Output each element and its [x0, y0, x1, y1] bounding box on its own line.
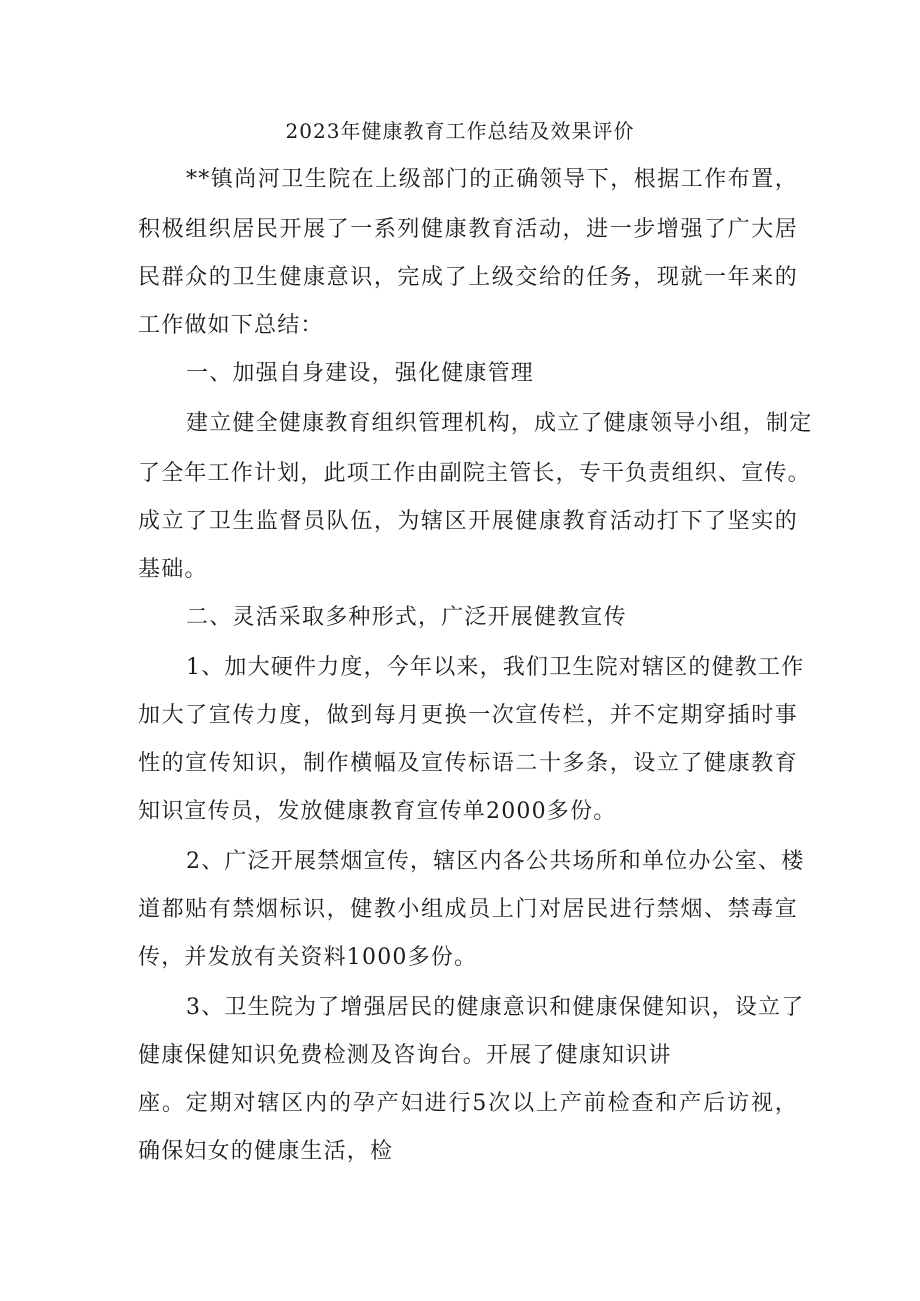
paragraph-line: 了全年工作计划，此项工作由副院主管长，专干负责组织、宣传。	[138, 461, 811, 486]
paragraph-line: 加大了宣传力度，做到每月更换一次宣传栏，并不定期穿插时事	[138, 703, 798, 728]
paragraph-line: 传，并发放有关资料1000多份。	[138, 945, 478, 970]
paragraph-line: 性的宣传知识，制作横幅及宣传标语二十多条，设立了健康教育	[138, 751, 798, 776]
paragraph-line: 道都贴有禁烟标识，健教小组成员上门对居民进行禁烟、禁毒宣	[138, 897, 798, 922]
paragraph-line: 民群众的卫生健康意识，完成了上级交给的任务，现就一年来的	[138, 265, 798, 290]
paragraph-line: 知识宣传员，发放健康教育宣传单2000多份。	[138, 799, 617, 824]
paragraph-line: **镇尚河卫生院在上级部门的正确领导下，根据工作布置，	[186, 167, 798, 192]
paragraph-line: 2、广泛开展禁烟宣传，辖区内各公共场所和单位办公室、楼	[186, 849, 805, 874]
section-heading: 二、灵活采取多种形式，广泛开展健教宣传	[186, 605, 627, 630]
paragraph-line: 健康保健知识免费检测及咨询台。开展了健康知识讲	[138, 1043, 672, 1068]
paragraph-line: 积极组织居民开展了一系列健康教育活动，进一步增强了广大居	[138, 217, 798, 242]
paragraph-line: 工作做如下总结：	[138, 313, 324, 338]
paragraph-line: 1、加大硬件力度，今年以来，我们卫生院对辖区的健教工作	[186, 655, 805, 680]
paragraph-line: 基础。	[138, 557, 208, 582]
paragraph-line: 座。定期对辖区内的孕产妇进行5次以上产前检查和产后访视，	[138, 1091, 798, 1116]
document-title: 2023年健康教育工作总结及效果评价	[285, 119, 635, 143]
paragraph-line: 3、卫生院为了增强居民的健康意识和健康保健知识，设立了	[186, 995, 805, 1020]
paragraph-line: 建立健全健康教育组织管理机构，成立了健康领导小组，制定	[186, 411, 813, 436]
paragraph-line: 成立了卫生监督员队伍，为辖区开展健康教育活动打下了坚实的	[138, 509, 798, 534]
paragraph-line: 确保妇女的健康生活，检	[138, 1139, 394, 1164]
section-heading: 一、加强自身建设，强化健康管理	[186, 361, 535, 386]
